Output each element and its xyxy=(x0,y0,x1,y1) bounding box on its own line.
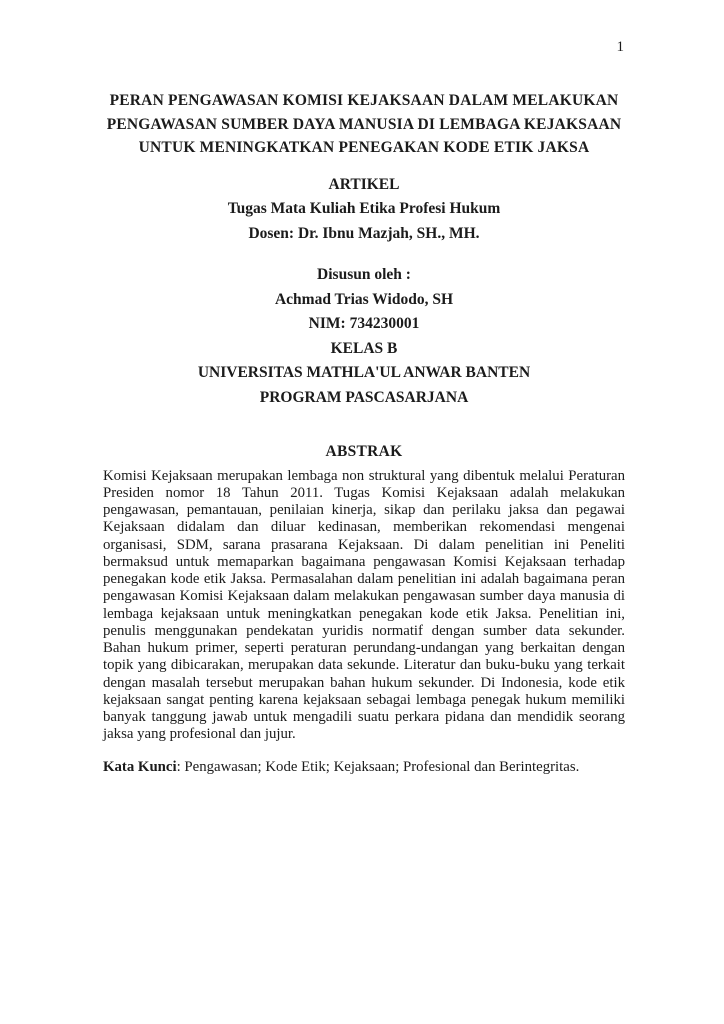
page-number: 1 xyxy=(616,39,624,55)
course-name: Tugas Mata Kuliah Etika Profesi Hukum xyxy=(227,200,501,217)
document-title-line-2: PENGAWASAN SUMBER DAYA MANUSIA DI LEMBAGA KEJAKSAAN xyxy=(106,115,622,133)
article-label: ARTIKEL xyxy=(328,175,400,193)
author-name: Achmad Trias Widodo, SH xyxy=(274,290,453,308)
lecturer-name: Dosen: Dr. Ibnu Mazjah, SH., MH. xyxy=(248,224,480,242)
author-block xyxy=(103,263,625,410)
document-title-line-3: UNTUK MENINGKATKAN PENEGAKAN KODE ETIK JAKSA xyxy=(138,139,590,156)
university-name: UNIVERSITAS MATHLA'UL ANWAR BANTEN xyxy=(197,364,531,381)
abstract-heading: ABSTRAK xyxy=(325,443,403,460)
page-content xyxy=(103,0,625,776)
course-block xyxy=(103,173,625,247)
keywords-line xyxy=(103,759,625,776)
keywords-value: : Pengawasan; Kode Etik; Kejaksaan; Profesional dan Berintegritas. xyxy=(176,758,580,775)
document-title xyxy=(103,89,625,160)
program-name: PROGRAM PASCASARJANA xyxy=(259,388,469,406)
abstract-body: Komisi Kejaksaan merupakan lembaga non struktural yang dibentuk melalui Peraturan Presiden nomor 18 Tahun 2011. Tugas Komisi Kejaksaan adalah melakukan pengawasan, pemantauan, penilaian kinerja, sikap dan perilaku jaksa dan pegawai Kejaksaan didalam dan diluar kedinasan, memberikan rekomendasi mengenai organisasi, SDM, sarana prasarana Kejaksaan. Di dalam penelitian ini Peneliti bermaksud untuk memaparkan bagaimana pengawasan Komisi Kejaksaan terhadap penegakan kode etik Jaksa. Permasalahan dalam penelitian ini adalah bagaimana peran pengawasan Komisi Kejaksaan dalam melakukan pengawasan sumber daya manusia di lembaga kejaksaan untuk meningkatkan penegakan kode etik Jaksa. Penelitian ini, penulis menggunakan pendekatan yuridis normatif dengan sumber data sekunder. Bahan hukum primer, seperti peraturan perundang-undangan yang berkaitan dengan topik yang dibicarakan, merupakan data sekunde. Literatur dan buku-buku yang terkait dengan masalah tersebut merupakan bahan hukum sekunder. Di Indonesia, kode etik kejaksaan sangat penting karena kejaksaan sebagai lembaga penegak hukum memiliki banyak tanggung jawab untuk mengadili suatu perkara pidana dan mendidik seorang jaksa yang profesional dan jujur. xyxy=(103,467,625,743)
prepared-by-label: Disusun oleh : xyxy=(317,266,411,283)
keywords-label: Kata Kunci xyxy=(103,758,177,775)
class-label: KELAS B xyxy=(330,339,398,357)
author-nim: NIM: 734230001 xyxy=(308,315,420,332)
document-title-line-1: PERAN PENGAWASAN KOMISI KEJAKSAAN DALAM MELAKUKAN xyxy=(109,92,619,109)
